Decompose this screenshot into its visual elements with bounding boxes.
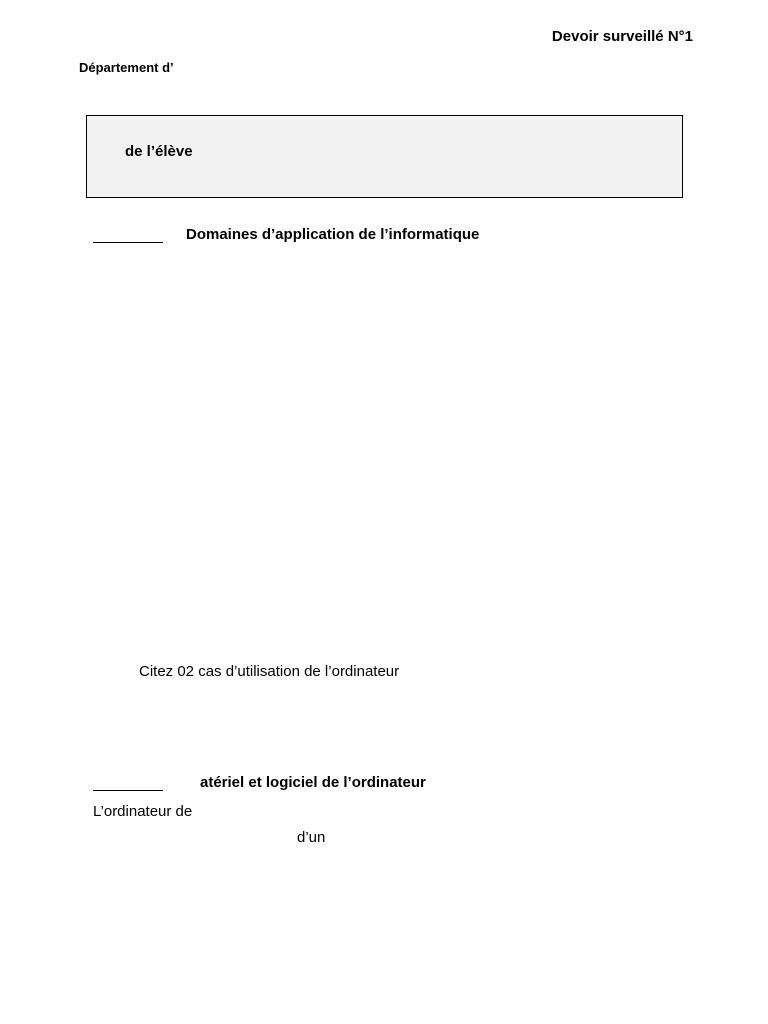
student-name-label: de l’élève (125, 143, 193, 160)
section-1-question: Citez 02 cas d’utilisation de l’ordinateur (139, 663, 400, 680)
department-label: Département d’ (79, 60, 174, 75)
section-1-heading: Domaines d’application de l’informatique (186, 226, 480, 243)
student-info-box (86, 115, 683, 198)
document-title: Devoir surveillé N°1 (551, 28, 693, 45)
section-2-text-line-2: d’un (297, 829, 326, 846)
section-1-number-blank (93, 242, 163, 243)
section-2-heading: atériel et logiciel de l’ordinateur (200, 774, 426, 791)
section-2-number-blank (93, 790, 163, 791)
section-2-text-line-1: L’ordinateur de (93, 803, 193, 820)
